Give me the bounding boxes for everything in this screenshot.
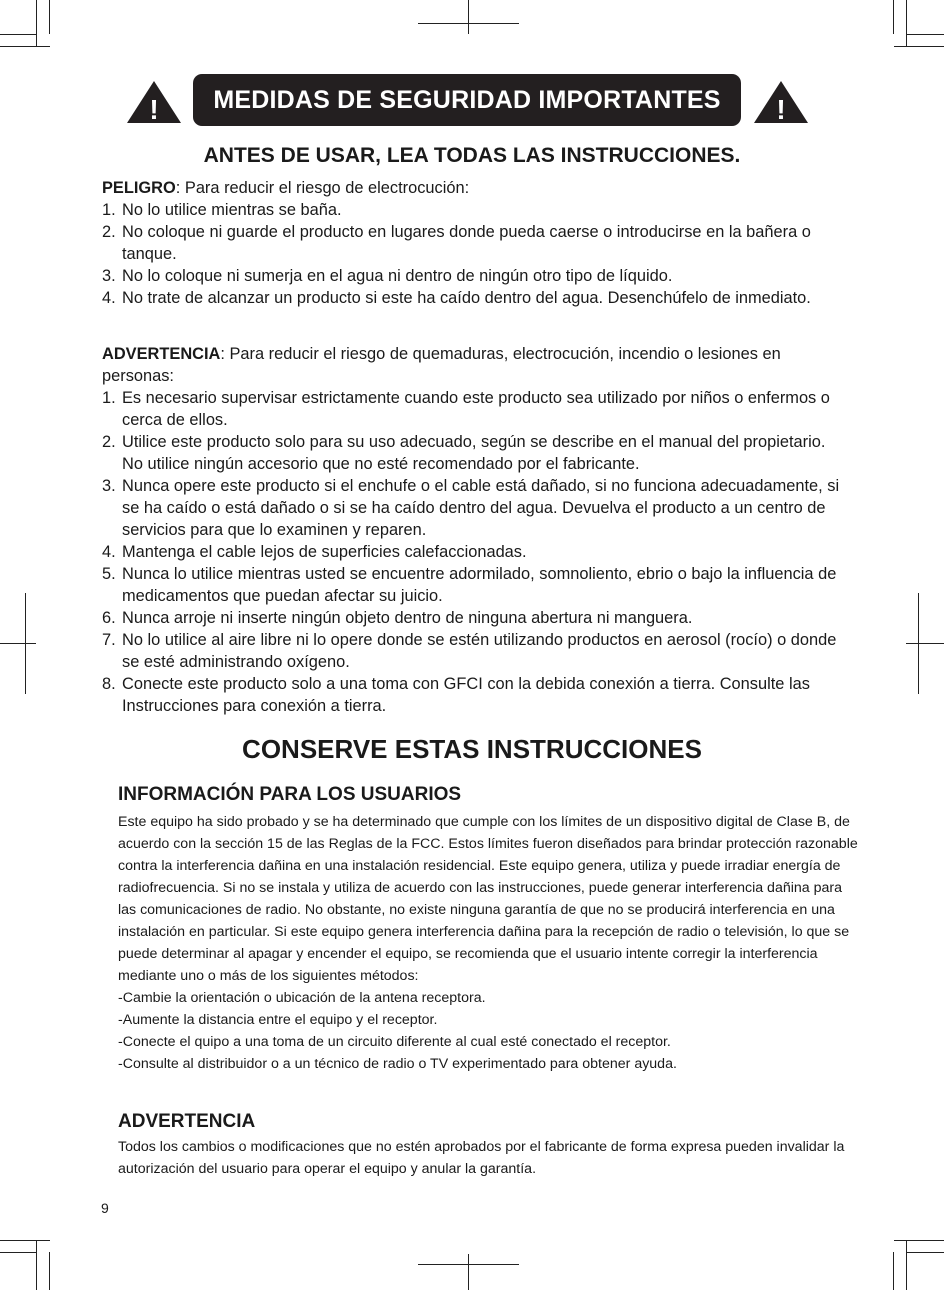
warning-mark: ! bbox=[149, 94, 159, 124]
danger-list bbox=[102, 199, 842, 309]
read-instructions-heading: ANTES DE USAR, LEA TODAS LAS INSTRUCCIONES. bbox=[203, 144, 741, 167]
fcc-warning-heading: ADVERTENCIA bbox=[118, 1111, 256, 1132]
warning-triangle-icon bbox=[126, 80, 182, 124]
list-item bbox=[102, 387, 842, 431]
list-item bbox=[102, 221, 842, 265]
warning-mark: ! bbox=[776, 94, 786, 124]
list-text: Es necesario supervisar estrictamente cuando este producto sea utilizado por niños o enfermos o cerca de ellos. bbox=[122, 389, 830, 429]
danger-section bbox=[102, 177, 842, 309]
list-item bbox=[102, 629, 842, 673]
list-item bbox=[102, 673, 842, 717]
list-text: No trate de alcanzar un producto si este ha caído dentro del agua. Desenchúfelo de inmediato. bbox=[122, 289, 811, 307]
user-info-heading: INFORMACIÓN PARA LOS USUARIOS bbox=[118, 784, 462, 805]
list-text: No coloque ni guarde el producto en lugares donde pueda caerse o introducirse en la bañera o tanque. bbox=[122, 223, 811, 263]
page-number: 9 bbox=[101, 1200, 109, 1216]
list-number: 2. bbox=[102, 433, 116, 451]
list-item bbox=[102, 607, 842, 629]
list-item bbox=[102, 265, 842, 287]
banner-title: MEDIDAS DE SEGURIDAD IMPORTANTES bbox=[193, 74, 741, 126]
list-text: Nunca lo utilice mientras usted se encuentre adormilado, somnoliento, ebrio o bajo la influencia de medicamentos que puedan afectar su juicio. bbox=[122, 565, 837, 605]
list-text: Conecte este producto solo a una toma con GFCI con la debida conexión a tierra. Consulte las Instrucciones para conexión a tierra. bbox=[122, 675, 810, 715]
method-item: -Conecte el quipo a una toma de un circuito diferente al cual esté conectado el receptor. bbox=[118, 1034, 671, 1050]
danger-intro-text: : Para reducir el riesgo de electrocución: bbox=[175, 179, 470, 197]
save-instructions-heading: CONSERVE ESTAS INSTRUCCIONES bbox=[242, 734, 702, 764]
danger-intro bbox=[102, 177, 842, 199]
warning-triangle-icon bbox=[753, 80, 809, 124]
list-text: No lo utilice mientras se baña. bbox=[122, 201, 342, 219]
list-number: 1. bbox=[102, 389, 116, 407]
list-number: 4. bbox=[102, 543, 116, 561]
method-item: -Consulte al distribuidor o a un técnico de radio o TV experimentado para obtener ayuda. bbox=[118, 1056, 677, 1072]
list-text: No lo utilice al aire libre ni lo opere donde se estén utilizando productos en aerosol (rocío) o donde se esté administrando oxígeno. bbox=[122, 631, 837, 671]
danger-label: PELIGRO bbox=[102, 179, 176, 197]
list-item bbox=[102, 475, 842, 541]
list-number: 2. bbox=[102, 223, 116, 241]
list-number: 4. bbox=[102, 289, 116, 307]
list-item bbox=[102, 199, 842, 221]
warning-list bbox=[102, 387, 842, 717]
warning-section bbox=[102, 343, 842, 717]
list-text: Nunca arroje ni inserte ningún objeto dentro de ninguna abertura ni manguera. bbox=[122, 609, 693, 627]
list-number: 3. bbox=[102, 267, 116, 285]
list-number: 7. bbox=[102, 631, 116, 649]
list-item bbox=[102, 541, 842, 563]
list-text: Nunca opere este producto si el enchufe o el cable está dañado, si no funciona adecuadamente, si se ha caído o está dañado o si se ha caído dentro del agua. Devuelva el producto a un centro de servicios para que lo examinen y reparen. bbox=[122, 477, 840, 539]
list-item bbox=[102, 287, 842, 309]
method-item: -Cambie la orientación o ubicación de la antena receptora. bbox=[118, 990, 486, 1006]
list-item bbox=[102, 431, 842, 475]
safety-banner bbox=[0, 74, 944, 128]
list-item bbox=[102, 563, 842, 607]
user-info-paragraph: Este equipo ha sido probado y se ha determinado que cumple con los límites de un dispositivo digital de Clase B, de acuerdo con la sección 15 de las Reglas de la FCC. Estos límites fueron diseñados para brindar protección razonable contra la interferencia dañina en una instalación residencial. Este equipo genera, utiliza y puede irradiar energía de radiofrecuencia. Si no se instala y utiliza de acuerdo con las instrucciones, puede generar interferencia dañina para las comunicaciones de radio. No obstante, no existe ninguna garantía de que no se producirá interferencia en una instalación en particular. Si este equipo genera interferencia dañina para la recepción de radio o televisión, lo que se puede determinar al apagar y encender el equipo, se recomienda que el usuario intente corregir la interferencia mediante uno o más de los siguientes métodos: bbox=[118, 814, 858, 984]
warning-intro bbox=[102, 343, 842, 387]
list-number: 1. bbox=[102, 201, 116, 219]
method-item: -Aumente la distancia entre el equipo y el receptor. bbox=[118, 1012, 438, 1028]
list-number: 6. bbox=[102, 609, 116, 627]
list-text: Mantenga el cable lejos de superficies calefaccionadas. bbox=[122, 543, 527, 561]
list-text: Utilice este producto solo para su uso adecuado, según se describe en el manual del propietario. No utilice ningún accesorio que no esté recomendado por el fabricante. bbox=[122, 433, 826, 473]
user-info-body bbox=[118, 811, 860, 1075]
warning-intro-text: : Para reducir el riesgo de quemaduras, electrocución, incendio o lesiones en personas: bbox=[102, 345, 781, 385]
list-number: 8. bbox=[102, 675, 116, 693]
list-number: 5. bbox=[102, 565, 116, 583]
list-number: 3. bbox=[102, 477, 116, 495]
fcc-warning-text: Todos los cambios o modificaciones que no estén aprobados por el fabricante de forma expresa pueden invalidar la autorización del usuario para operar el equipo y anular la garantía. bbox=[118, 1139, 845, 1177]
list-text: No lo coloque ni sumerja en el agua ni dentro de ningún otro tipo de líquido. bbox=[122, 267, 673, 285]
warning-label: ADVERTENCIA bbox=[102, 345, 221, 363]
